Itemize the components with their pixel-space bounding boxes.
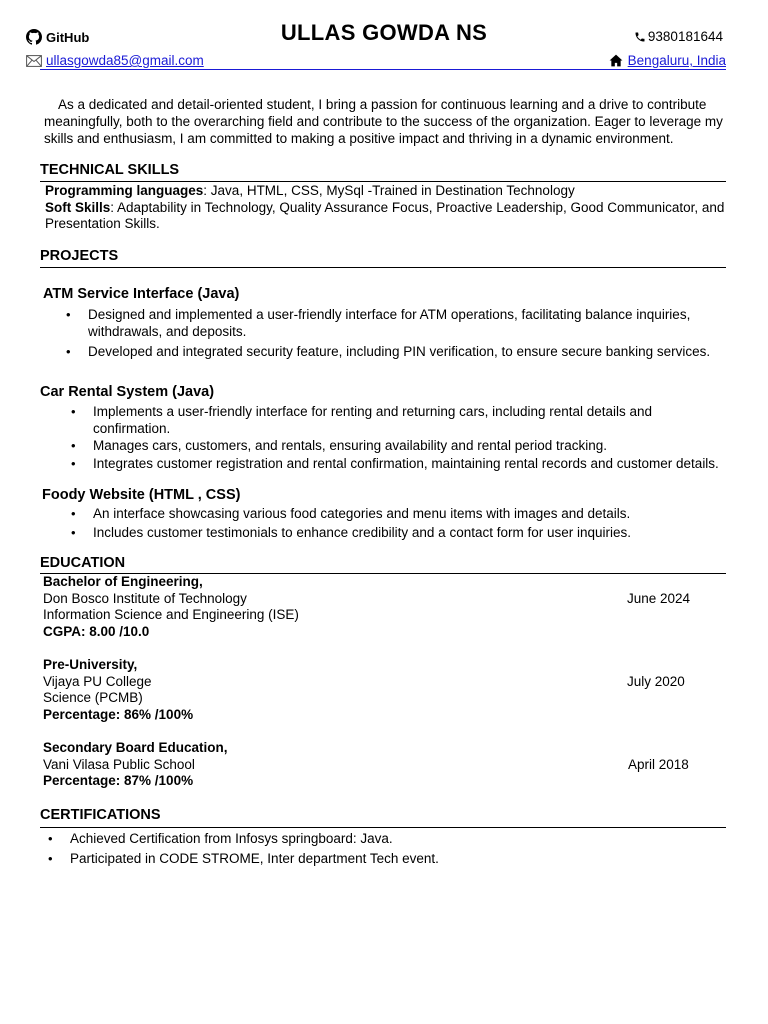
programming-value: : Java, HTML, CSS, MySql -Trained in Destination Technology [203,183,575,198]
location-contact[interactable] [609,53,726,68]
list-item: • Participated in CODE STROME, Inter department Tech event. [70,851,710,868]
degree: Secondary Board Education, [43,740,228,755]
soft-skills-value: : Adaptability in Technology, Quality Assurance Focus, Proactive Leadership, Good Communicator, and Presentation Skills. [45,199,725,231]
field-of-study: Information Science and Engineering (ISE) [43,607,299,622]
project-bullets [93,506,723,541]
programming-label: Programming languages [45,183,204,198]
skills-section [45,183,725,233]
project-title: Car Rental System (Java) [40,384,215,400]
education-date: June 2024 [627,591,691,606]
education-heading: EDUCATION [40,555,126,571]
programming-skills-row [45,183,725,200]
home-icon [609,54,623,67]
project-bullets [88,307,713,361]
institution: Vani Vilasa Public School [43,756,195,772]
mail-icon [26,55,42,67]
list-item: • Includes customer testimonials to enhance credibility and a contact form for user inquiries. [93,525,723,542]
location-link[interactable]: Bengaluru, India [627,53,726,68]
field-of-study: Science (PCMB) [43,690,143,705]
phone-icon [634,31,646,43]
degree: Pre-University, [43,657,138,672]
score: CGPA: 8.00 /10.0 [43,623,150,639]
candidate-name: ULLAS GOWDA NS [280,20,488,45]
list-item: • An interface showcasing various food categories and menu items with images and details. [93,506,723,523]
phone-number: 9380181644 [647,29,723,44]
skills-heading: TECHNICAL SKILLS [40,162,180,178]
certification-list [70,831,710,867]
list-item: • Manages cars, customers, and rentals, ensuring availability and rental period tracking. [93,438,723,455]
project-title: Foody Website (HTML , CSS) [42,487,241,503]
summary-text: As a dedicated and detail-oriented student, I bring a passion for continuous learning and a drive to contribute meaningfully, both to the overarching field and contribute to the success of the organization. Eager to leverage my skills and enthusiasm, I am committed to making a positive impact and thriving in a dynamic environment. [44,97,723,146]
skills-divider [40,181,726,182]
list-item: • Developed and integrated security feature, including PIN verification, to ensure secure banking services. [88,344,713,361]
list-item: • Designed and implemented a user-friendly interface for ATM operations, facilitating balance inquiries, withdrawals, and deposits. [88,307,713,340]
education-entry [43,574,443,640]
institution: Don Bosco Institute of Technology [43,590,247,606]
institution: Vijaya PU College [43,673,152,689]
list-item: • Achieved Certification from Infosys springboard: Java. [70,831,710,848]
certifications-heading: CERTIFICATIONS [40,807,161,823]
list-item: • Integrates customer registration and rental confirmation, maintaining rental records and customer details. [93,456,723,473]
score: Percentage: 87% /100% [43,773,194,788]
email-contact[interactable] [26,53,204,68]
projects-heading: PROJECTS [40,248,119,264]
projects-divider [40,267,726,268]
education-date: July 2020 [627,674,685,689]
contact-underline [40,69,726,70]
soft-skills-label: Soft Skills [45,199,111,215]
education-entry [43,740,443,790]
certifications-divider [40,827,726,828]
soft-skills-row [45,200,725,233]
degree: Bachelor of Engineering, [43,574,203,589]
project-bullets [93,404,723,472]
summary-paragraph [44,97,729,147]
score: Percentage: 86% /100% [43,706,194,722]
project-title: ATM Service Interface (Java) [43,286,240,302]
phone-contact[interactable] [634,29,723,44]
education-entry [43,657,443,723]
education-date: April 2018 [628,757,689,772]
email-link[interactable]: ullasgowda85@gmail.com [46,53,204,68]
github-label: GitHub [46,29,90,45]
list-item: • Implements a user-friendly interface for renting and returning cars, including rental details and confirmation. [93,404,723,437]
